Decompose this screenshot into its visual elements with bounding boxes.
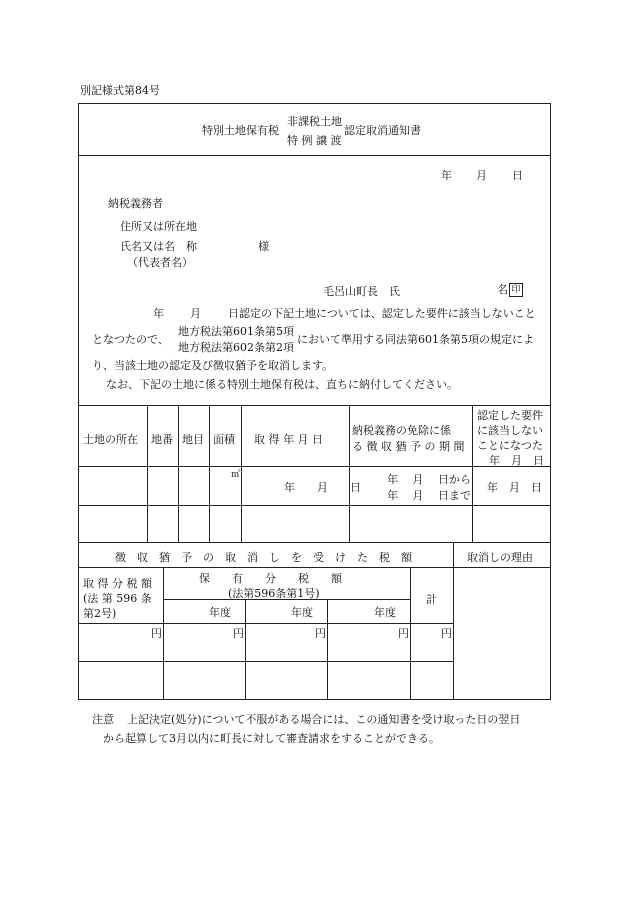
form-number: 別記様式第84号 — [80, 84, 160, 97]
form-frame — [78, 103, 551, 700]
tax-col-4 — [410, 567, 411, 700]
issuer-label: 毛呂山町長 氏 — [323, 285, 400, 298]
yen-3: 円 — [315, 627, 326, 640]
body-line1-rest: 日認定の下記土地については、認定した要件に該当しないこと — [228, 307, 536, 320]
body-line2-start: となつたので、 — [92, 333, 169, 346]
body-line1-year: 年 — [153, 307, 164, 320]
issuer-name — [497, 281, 523, 297]
title-right: 認定取消通知書 — [344, 124, 421, 137]
yen-1: 円 — [151, 627, 162, 640]
tax-col-2 — [245, 599, 246, 700]
tax-header-line — [78, 567, 551, 568]
year-label-1: 年度 — [209, 606, 231, 619]
acquisition-date-value: 年 月 日 — [284, 481, 361, 494]
date-day: 日 — [512, 169, 523, 182]
title-left: 特別土地保有税 — [202, 124, 279, 137]
date-month: 月 — [476, 169, 487, 182]
col-location: 土地の所在 — [83, 433, 138, 446]
title-top: 非課税土地 — [287, 115, 342, 128]
col-land-category: 地目 — [182, 433, 204, 446]
tax-col-3 — [327, 599, 328, 700]
area-unit: ㎡ — [231, 470, 241, 480]
col-requirement-1: 認定した要件 — [477, 409, 543, 422]
period-from: 年 月 日から — [387, 473, 471, 486]
col-exempt-period-2: る 徴 収 猶 予 の 期 間 — [352, 440, 465, 453]
taxpayer-heading: 納税義務者 — [108, 197, 163, 210]
note-prefix: 注意 — [92, 713, 114, 726]
yen-5: 円 — [441, 627, 452, 640]
land-col-2 — [178, 405, 179, 542]
reason-divider — [453, 542, 454, 700]
land-col-6 — [472, 405, 473, 542]
body-line4: なお、下記の土地に係る特別土地保有税は、直ちに納付してください。 — [106, 378, 458, 391]
law-b: 地方税法第602条第2項 — [178, 341, 294, 354]
land-col-5 — [349, 405, 350, 542]
col-acquisition-date: 取 得 年 月 日 — [254, 433, 323, 446]
note-line1: 上記決定(処分)について不服がある場合には、この通知書を受け取った日の翌日 — [127, 713, 521, 726]
date-year: 年 — [441, 169, 452, 182]
title-bottom: 特 例 譲 渡 — [287, 134, 342, 147]
name-label: 氏名又は名 称 — [120, 240, 197, 253]
issuer-name-tail: 名 — [497, 283, 508, 296]
body-line1-month: 月 — [190, 307, 201, 320]
col-requirement-4: 年 月 日 — [489, 454, 544, 467]
col-exempt-period-1: 納税義務の免除に係 — [352, 424, 451, 437]
title-divider — [78, 155, 551, 156]
requirement-date-value: 年 月 日 — [487, 481, 542, 494]
reason-header: 取消しの理由 — [467, 551, 533, 564]
land-row3 — [78, 542, 551, 543]
yen-4: 円 — [398, 627, 409, 640]
law-a: 地方税法第601条第5項 — [178, 325, 294, 338]
tax-col-1 — [163, 567, 164, 700]
hold-tax-label: 保 有 分 税 額 — [199, 572, 342, 585]
tax-row1 — [78, 623, 453, 624]
note-line2: から起算して3月以内に町長に対して審査請求をすることができる。 — [103, 732, 440, 745]
tax-header: 徴 収 猶 予 の 取 消 し を 受 け た 税 額 — [115, 551, 412, 564]
year-label-2: 年度 — [291, 606, 313, 619]
address-label: 住所又は所在地 — [120, 220, 197, 233]
land-row1 — [78, 466, 551, 467]
total-label: 計 — [426, 593, 437, 606]
hold-tax-sub: (法第596条第1号) — [228, 587, 320, 600]
col-area: 面積 — [213, 433, 235, 446]
land-row2 — [78, 505, 551, 506]
seal-mark: 印 — [509, 283, 523, 297]
honorific: 様 — [258, 240, 269, 253]
body-line3: り、当該土地の認定及び徴収猶予を取消します。 — [92, 359, 334, 372]
land-table-top — [78, 405, 551, 406]
tax-row2 — [78, 661, 453, 662]
representative-label: （代表者名） — [127, 256, 193, 269]
acq-tax-label-2: (法 第 596 条 — [83, 592, 152, 605]
body-line2-end: において準用する同法第601条第5項の規定によ — [297, 333, 534, 346]
col-requirement-3: ことになつた — [477, 439, 543, 452]
acq-tax-label-1: 取 得 分 税 額 — [83, 577, 152, 590]
yen-2: 円 — [233, 627, 244, 640]
acq-tax-label-3: 第2号) — [83, 607, 117, 620]
land-col-3 — [209, 405, 210, 542]
col-lot-number: 地番 — [151, 433, 173, 446]
period-to: 年 月 日まで — [387, 489, 471, 502]
land-col-4 — [241, 405, 242, 542]
land-col-1 — [147, 405, 148, 542]
col-requirement-2: に該当しない — [477, 424, 543, 437]
year-label-3: 年度 — [374, 606, 396, 619]
